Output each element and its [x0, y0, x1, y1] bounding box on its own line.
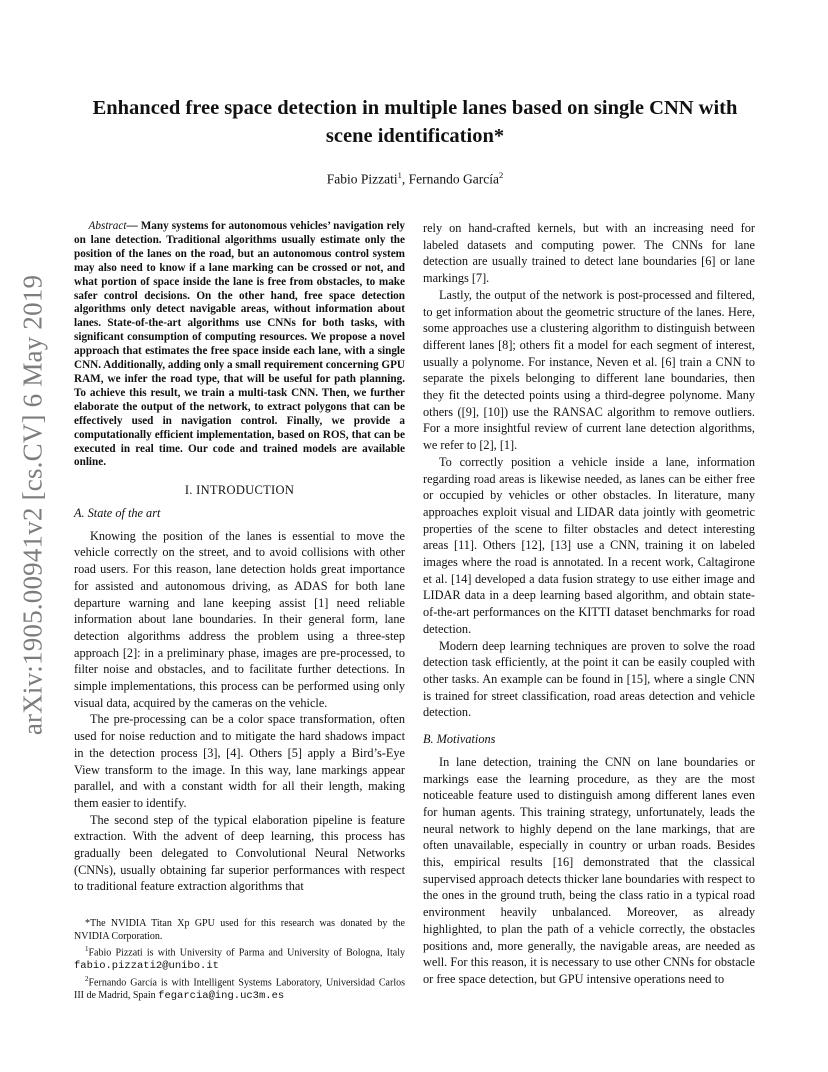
paragraph: In lane detection, training the CNN on lane boundaries or markings ease the learning procedure, as they are the most noticeable feature used to distinguish among different lanes even for human agents. This training strategy, unfortunately, leads the neural network to highly depend on the lane markings, that are often unavailable, especially in country or urban roads. Besides this, empirical results [16] demonstrated that the classical supervised approach detects thicker lane boundaries with respect to the ones in the ground truth, being the class ratio in a typical road environment heavily unbalanced. Moreover, as already highlighted, to plan the path of a vehicle correctly, the obstacles positions and, more generally, the navigable areas, are needed as well. For this reason, it is necessary to use other CNNs for obstacle or free space detection, but GPU intensive operations need to [423, 754, 755, 986]
footnote-text: Fernando García is with Intelligent Systems Laboratory, Universidad Carlos III de Madrid, Spain [74, 977, 405, 1001]
footnote: *The NVIDIA Titan Xp GPU used for this research was donated by the NVIDIA Corporation. [74, 918, 405, 942]
paper-title: Enhanced free space detection in multiple lanes based on single CNN with scene identification* [92, 97, 738, 147]
footnote [74, 973, 405, 1003]
paragraph: Modern deep learning techniques are proven to solve the road detection task efficiently, at the point it can be easily coupled with other tasks. An example can be found in [15], where a single CNN is trained for street classification, road areas detection and vehicle detection. [423, 638, 755, 720]
affiliation-mark: 2 [498, 170, 504, 180]
author-name: Fernando García [408, 171, 499, 187]
paragraph: rely on hand-crafted kernels, but with an increasing need for labeled datasets and computing power. The CNNs for lane detection are usually trained to detect lane boundaries [6] or lane markings [7]. [423, 221, 755, 286]
paragraph: The second step of the typical elaboration pipeline is feature extraction. With the advent of deep learning, this process has gradually been delegated to Convolutional Neural Networks (CNNs), usually obtaining far superior performances with respect to traditional feature extraction algorithms that [74, 812, 405, 894]
footnote-text: Fabio Pizzati is with University of Parma and University of Bologna, Italy [88, 947, 405, 959]
footnote [74, 943, 405, 973]
arxiv-sidebar [16, 270, 50, 740]
email-link[interactable]: fegarcia@ing.uc3m.es [158, 989, 285, 1002]
footnote-mark: 2 [85, 974, 89, 983]
subsection-heading: A. State of the art [74, 506, 161, 521]
arxiv-identifier: arXiv:1905.00941v2 [cs.CV] 6 May 2019 [17, 274, 48, 736]
paragraph: Lastly, the output of the network is post-processed and filtered, to get information about the geometric structure of the lanes. Here, some approaches use a clustering algorithm to distinguish between different lanes [8]; others fit a model for each segment of interest, usually a polynome. For instance, Neven et al. [6] train a CNN to separate the pixels belonging to different lane boundaries, then they fit the detected points using a third-degree polynome. Many others ([9], [10]) use the RANSAC algorithm to remove outliers. For a more insightful review of current lane detection algorithms, we refer to [2], [1]. [423, 287, 755, 453]
paragraph: To correctly position a vehicle inside a lane, information regarding road areas is likewise needed, as lanes can be either free or occupied by vehicles or other obstacles. In literature, many approaches exploit visual and LIDAR data jointly with geometric properties of the scene to filter obstacles and detect interesting areas [11]. Others [12], [13] use a CNN, training it on labeled images where the road is annotated. In a recent work, Caltagirone et al. [14] developed a data fusion strategy to use either image and LIDAR data in a deep learning based algorithm, and obtain state-of-the-art performances on the KITTI dataset benchmarks for road detection. [423, 454, 755, 636]
left-column [74, 220, 405, 895]
footnote-mark: 1 [85, 945, 89, 954]
affiliation-mark: 1 [397, 170, 402, 180]
author-line [75, 170, 755, 188]
abstract-label: Abstract [88, 220, 127, 232]
paragraph: Knowing the position of the lanes is essential to move the vehicle correctly on the street, and to avoid collisions with other road users. For this reason, lane detection holds great importance for assisted and autonomous driving, as ADAS for both lane departure warning and lane keeping assist [1] need reliable information about lane boundaries. In their general form, lane detection algorithms address the problem using a three-step approach [2]: in a preliminary phase, images are pre-processed, to filter noise and obstacles, and to facilitate further detections. In simple implementations, this process can be performed using only visual data, acquired by the cameras on the vehicle. [74, 528, 405, 710]
paragraph: The pre-processing can be a color space transformation, often used for noise reduction and to mitigate the hard shadows impact in the detection process [3], [4]. Others [5] apply a Bird’s-Eye View transform to the image. In this way, lane markings appear parallel, and with a constant width for all their length, making them easier to identify. [74, 712, 405, 810]
footnotes [74, 918, 405, 1002]
author-name: Fabio Pizzati [326, 171, 398, 187]
section-heading: I. INTRODUCTION [184, 483, 295, 498]
abstract [74, 220, 405, 470]
email-link[interactable]: fabio.pizzati2@unibo.it [74, 960, 219, 973]
author-separator: , [401, 171, 409, 187]
abstract-text: — Many systems for autonomous vehicles’ navigation rely on lane detection. Traditional algorithms usually estimate only the position of the lanes on the road, but an autonomous control system may also need to know if a lane marking can be crossed or not, and what portion of space inside the lane is free from obstacles, to make safer control decisions. On the other hand, free space detection algorithms only detect navigable areas, without information about lanes. State-of-the-art algorithms use CNNs for both tasks, with significant consumption of computing resources. We propose a novel approach that estimates the free space inside each lane, with a single CNN. Additionally, adding only a small requirement concerning GPU RAM, we infer the road type, that will be useful for path planning. To achieve this result, we train a multi-task CNN. Then, we further elaborate the output of the network, to extract polygons that can be effectively used in navigation control. Finally, we provide a computationally efficient implementation, based on ROS, that can be executed in real time. Our code and trained models are available online. [74, 220, 405, 469]
subsection-heading: B. Motivations [423, 732, 496, 747]
right-column [423, 220, 755, 988]
